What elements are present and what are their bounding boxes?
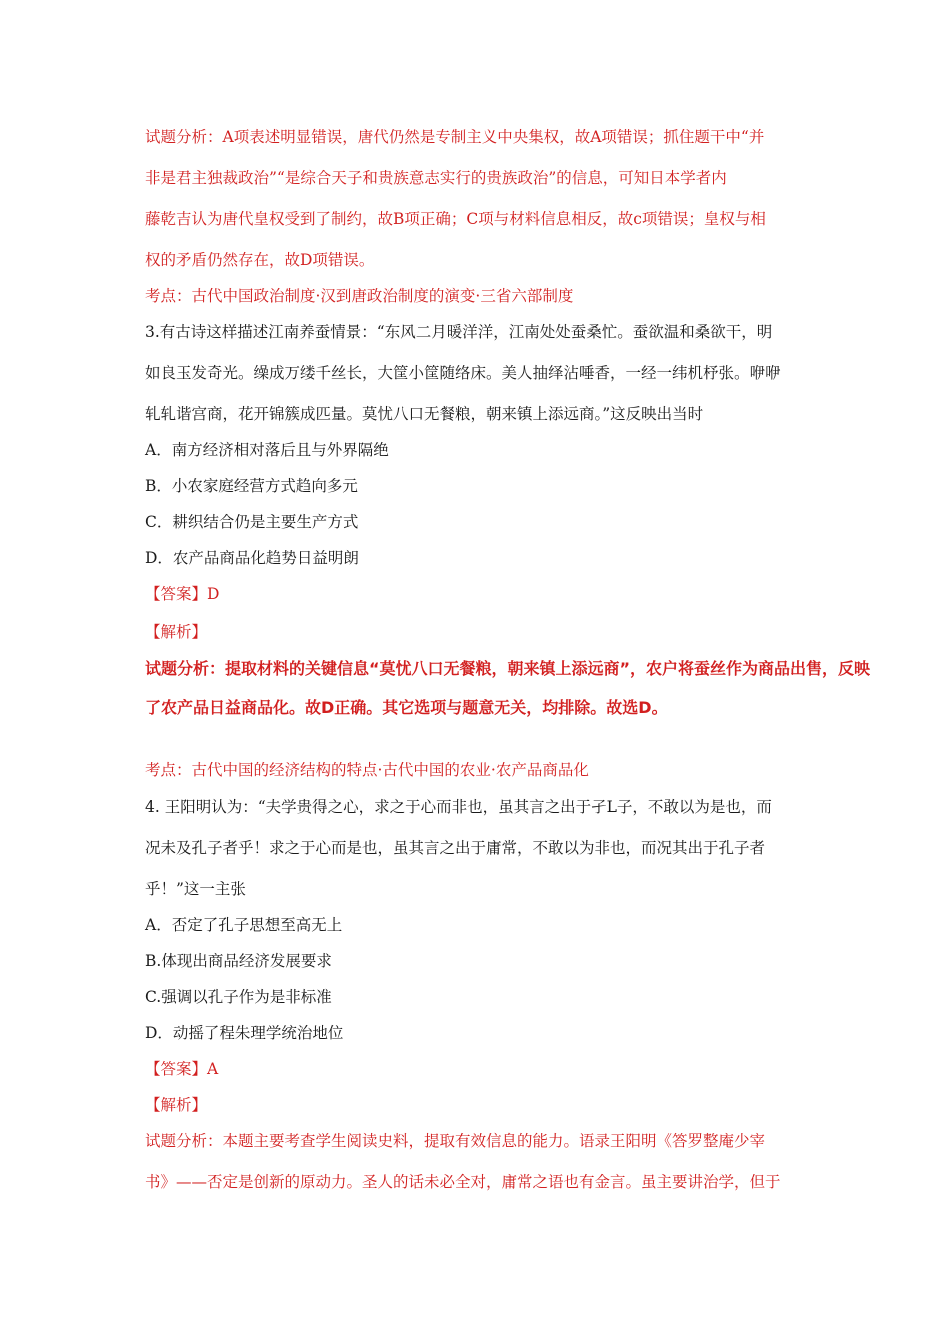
q2-analysis-line-1: 试题分析：A项表述明显错误，唐代仍然是专制主义中央集权，故A项错误；抓住题干中“并 xyxy=(145,128,765,146)
q2-analysis-line-2: 非是君主独裁政治”“是综合天子和贵族意志实行的贵族政治”的信息，可知日本学者内 xyxy=(145,169,727,187)
q4-answer-value: A xyxy=(207,1060,219,1078)
q4-analysis-line-1: 试题分析：本题主要考查学生阅读史料，提取有效信息的能力。语录王阳明《答罗整庵少宰 xyxy=(145,1132,766,1150)
q3-stem-line-3: 轧轧谐宫商，花开锦簇成匹量。莫忧八口无餐粮，朝来镇上添远商。”这反映出当时 xyxy=(145,405,704,423)
q3-jiexi-label: 【解析】 xyxy=(145,623,208,641)
q4-stem-line-2: 况未及孔子者乎！求之于心而是也，虽其言之出于庸常，不敢以为非也，而况其出于孔子者 xyxy=(145,839,766,857)
q4-option-c: C.强调以孔子作为是非标准 xyxy=(145,988,332,1006)
q3-stem-line-1: 3.有古诗这样描述江南养蚕情景：“东风二月暖洋洋，江南处处蚕桑忙。蚕欲温和桑欲干，明 xyxy=(145,323,773,341)
q4-option-d: D．动摇了程朱理学统治地位 xyxy=(145,1024,344,1042)
q2-analysis-line-3: 藤乾吉认为唐代皇权受到了制约，故B项正确；C项与材料信息相反，故c项错误；皇权与相 xyxy=(145,210,766,228)
q3-analysis-line-1: 试题分析：提取材料的关键信息“莫忧八口无餐粮，朝来镇上添远商”，农户将蚕丝作为商品出售，反映 xyxy=(145,659,871,678)
q3-answer-value: D xyxy=(207,585,220,603)
q3-stem-line-2: 如良玉发奇光。缲成万缕千丝长，大筐小筐随络床。美人抽绎沾唾香，一经一纬机杼张。咿咿 xyxy=(145,364,781,382)
q4-stem-line-1: 4. 王阳明认为：“夫学贵得之心，求之于心而非也，虽其言之出于孑L子，不敢以为是也，而 xyxy=(145,798,772,816)
q3-analysis-line-2: 了农产品日益商品化。故D正确。其它选项与题意无关，均排除。故选D。 xyxy=(145,698,668,717)
q3-kaodian: 考点：古代中国的经济结构的特点·古代中国的农业·农产品商品化 xyxy=(145,761,589,779)
q4-jiexi-label: 【解析】 xyxy=(145,1096,208,1114)
q3-option-c: C．耕织结合仍是主要生产方式 xyxy=(145,513,359,531)
q2-analysis-line-4: 权的矛盾仍然存在，故D项错误。 xyxy=(145,251,375,269)
q4-option-b: B.体现出商品经济发展要求 xyxy=(145,952,332,970)
q4-answer xyxy=(145,1059,218,1079)
q4-option-a: A．否定了孔子思想至高无上 xyxy=(145,916,343,934)
q4-stem-line-3: 乎！”这一主张 xyxy=(145,880,246,898)
q3-option-a: A．南方经济相对落后且与外界隔绝 xyxy=(145,441,389,459)
q4-answer-label: 【答案】 xyxy=(145,1060,208,1078)
q3-answer-label: 【答案】 xyxy=(145,585,208,603)
q2-kaodian: 考点：古代中国政治制度·汉到唐政治制度的演变·三省六部制度 xyxy=(145,287,574,305)
q4-analysis-line-2: 书》——否定是创新的原动力。圣人的话未必全对，庸常之语也有金言。虽主要讲治学，但于 xyxy=(145,1173,781,1191)
q3-option-b: B．小农家庭经营方式趋向多元 xyxy=(145,477,358,495)
q3-option-d: D．农产品商品化趋势日益明朗 xyxy=(145,549,359,567)
q3-answer xyxy=(145,584,219,604)
